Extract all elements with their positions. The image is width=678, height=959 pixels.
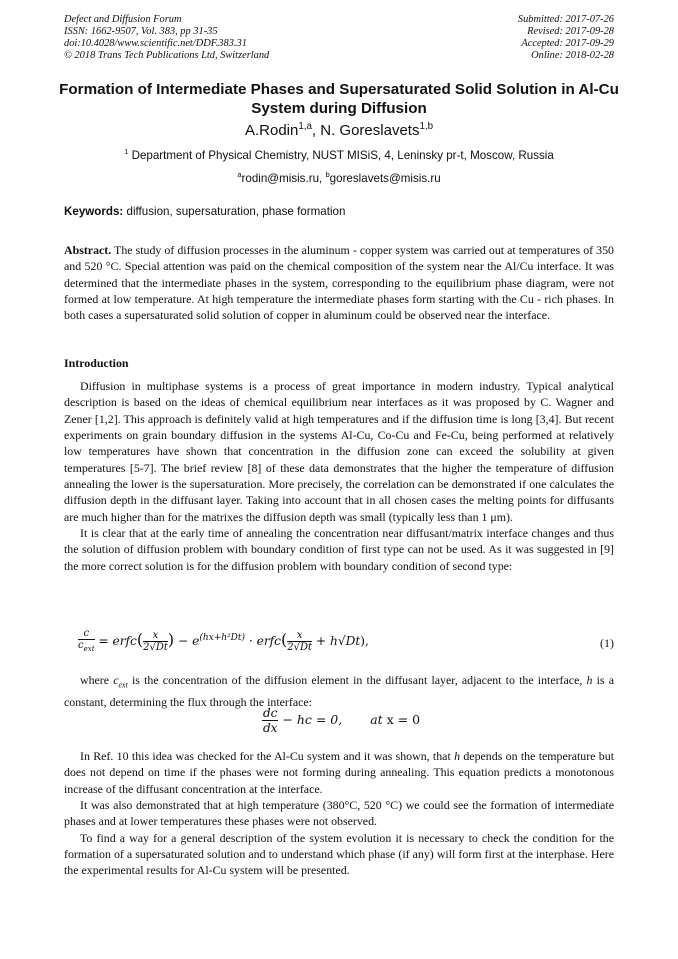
after-p1-pre: In Ref. 10 this idea was checked for the Al-Cu system and it was shown, that: [80, 749, 455, 763]
cext-symbol: c: [113, 673, 119, 687]
journal-name: Defect and Diffusion Forum: [64, 14, 182, 25]
journal-copyright: © 2018 Trans Tech Publications Ltd, Switzerland: [64, 50, 270, 61]
revised-date: Revised: 2017-09-28: [527, 26, 614, 37]
keywords-label: Keywords:: [64, 205, 124, 218]
author-rodin: A.Rodin: [244, 122, 299, 139]
h-symbol: h: [586, 673, 593, 687]
after-p1-post: depends on the temperature but does not depend on time if the phases were not forming during annealing. This equation predicts a monotonous increase of the diffusant concentration at the interface.: [64, 749, 614, 796]
email-a[interactable]: rodin@misis.ru,: [241, 172, 326, 185]
arg-fraction-1: [143, 630, 168, 654]
intro-paragraph-2: It is clear that at the early time of annealing the concentration near diffusant/matrix interface changes and thus the solution of diffusion problem with boundary condition of first type can not be used. As it was suggested in [9] the more correct solution is for the diffusion problem with boundary condition of second type:: [64, 526, 614, 573]
submitted-date: Submitted: 2017-07-26: [517, 14, 614, 25]
arg-fraction-2: [287, 630, 312, 654]
journal-info: [64, 14, 269, 62]
erfc-1: = erfc: [94, 634, 137, 648]
equation-2-condition: x = 0: [382, 712, 421, 727]
equation-2-at: at: [370, 712, 383, 727]
author-rodin-sup: 1,a: [298, 121, 312, 132]
author-separator: ,: [311, 122, 321, 139]
submission-dates: [518, 14, 614, 62]
lhs-den-sub: ext: [83, 645, 95, 653]
equation-1-expression: [78, 628, 369, 655]
where-text: [64, 672, 614, 710]
cext-sub: ext: [118, 680, 128, 690]
arg2-numerator: x: [287, 630, 312, 642]
dc-numerator: dc: [263, 706, 278, 720]
equation-1-number: (1): [600, 636, 614, 650]
body-after-equations: [64, 748, 614, 879]
accepted-date: Accepted: 2017-09-29: [521, 38, 614, 49]
exp-superscript: (hx+h²Dt): [199, 632, 246, 643]
journal-issn: ISSN: 1662-9507, Vol. 383, pp 31-35: [64, 26, 218, 37]
introduction-heading: Introduction: [64, 356, 129, 370]
lhs-denominator: [78, 640, 95, 655]
where-paragraph: [64, 672, 614, 710]
dc-dx-fraction: [262, 706, 278, 735]
abstract-label: Abstract.: [64, 243, 112, 257]
affiliation-text: Department of Physical Chemistry, NUST MISiS, 4, Leninsky pr-t, Moscow, Russia: [128, 149, 554, 162]
author-line: [0, 122, 678, 139]
arg2-denominator: 2√Dt: [287, 641, 313, 653]
author-goreslavets: N. Goreslavets: [320, 122, 420, 139]
email-b-sup: b: [325, 170, 330, 180]
lhs-numerator: c: [78, 628, 95, 640]
arg1-denominator: 2√Dt: [143, 641, 168, 653]
online-date: Online: 2018-02-28: [531, 50, 614, 61]
where-mid: is the concentration of the diffusion element in the diffusant layer, adjacent to the interface,: [127, 673, 587, 687]
erfc-2: · erfc: [245, 634, 282, 648]
keywords-text: diffusion, supersaturation, phase formation: [123, 205, 346, 218]
affiliation: [0, 149, 678, 162]
where-pre: where: [80, 673, 114, 687]
paren-open-2: (: [281, 630, 288, 649]
after-paragraph-3: To find a way for a general description of the system evolution it is necessary to check the condition for the formation of a supersaturated solution and to understand which phase (if any) will form first at the interphase. Here the experimental results for Al-Cu system will be presented.: [64, 830, 614, 878]
author-goreslavets-sup: 1,b: [419, 121, 434, 132]
email-a-sup: a: [237, 170, 242, 180]
journal-doi: doi:10.4028/www.scientific.net/DDF.383.31: [64, 38, 247, 49]
equation-1: [78, 628, 614, 662]
after-p1-h: h: [454, 749, 461, 763]
paper-title: Formation of Intermediate Phases and Supersaturated Solid Solution in Al-Cu System during Diffusion: [59, 81, 619, 117]
author-emails: [0, 172, 678, 185]
email-b[interactable]: goreslavets@misis.ru: [329, 172, 441, 185]
paren-open-1: (: [136, 630, 144, 649]
after-paragraph-1: [64, 748, 614, 797]
keywords: [64, 205, 614, 218]
abstract-text: The study of diffusion processes in the aluminum - copper system was carried out at temperatures of 350 and 520 °C. Special attention was paid on the chemical composition of the system near the Al/Cu interface. It was determined that the intermediate phases in the system, corresponding to the equilibrium phase diagram, were not formed at low temperature. At high temperature the intermediate phases form starting with the Cu - rich phases. In both cases a supersaturated solid solution of copper in aluminum could be observed near the interface.: [64, 243, 614, 323]
exp-term: − e: [174, 634, 200, 648]
equation-2-rest: − hc = 0,: [278, 712, 343, 727]
dx-denominator: dx: [262, 721, 278, 735]
after-paragraph-2: It was also demonstrated that at high temperature (380°C, 520 °C) we could see the formation of intermediate phases and at lower temperatures these phases were not observed.: [64, 798, 614, 829]
abstract: [64, 242, 614, 324]
equation-2: [262, 706, 462, 746]
affiliation-sup: 1: [124, 147, 129, 157]
paren-close-1: ): [167, 630, 175, 649]
introduction-body: [64, 378, 614, 574]
paren-close-2: ),: [360, 634, 369, 648]
arg1-numerator: x: [143, 630, 168, 642]
where-post: is a constant, determining the flux through the interface:: [64, 673, 614, 709]
plus-h-term: + h√Dt: [312, 634, 361, 648]
intro-paragraph-1: Diffusion in multiphase systems is a process of great importance in modern industry. Typical analytical description is based on the ideas of chemical equilibrium near interfaces as it was proposed by C. Wagner and Zener [1,2]. This approach is definitely valid at high temperatures and if the diffusion time is long [3,4]. But recent experiments on grain boundary diffusion in the systems Al-Cu, Co-Cu and Fe-Cu, being performed at relatively low temperatures have shown that concentration in the diffusion zone can exceed the solubility at given temperatures [5-7]. The brief review [8] of these data demonstrates that the higher the temperature of diffusion annealing the lower is the supersaturation. More precisely, the correlation can be demonstrated if one calculates the diffusion depth in the diffusant layer. Taking into account that in all chosen cases the melting points for diffusants are much higher than for the matrixes the diffusion depth was small (typically less than 1 μm).: [64, 379, 614, 524]
lhs-den-c: c: [78, 640, 84, 651]
lhs-fraction: [78, 628, 95, 655]
